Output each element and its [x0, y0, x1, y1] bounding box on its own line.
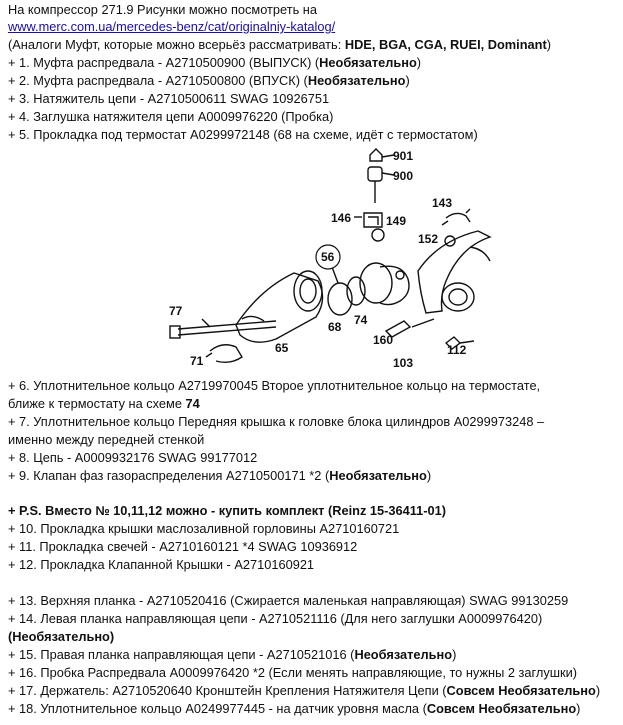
- label-65: 65: [275, 341, 289, 355]
- list-item: + 13. Верхняя планка - A2710520416 (Сжирается маленькая направляющая) SWAG 99130259: [8, 593, 569, 608]
- list-item: + 17. Держатель: A2710520640 Кронштейн Крепления Натяжителя Цепи (Совсем Необязательно): [8, 683, 601, 698]
- list-item: + 8. Цепь - A0009932176 SWAG 99177012: [8, 450, 258, 465]
- analogs-note: (Аналоги Муфт, которые можно всерьёз рассматривать: HDE, BGA, CGA, RUEI, Dominant): [8, 37, 552, 52]
- list-item: + 10. Прокладка крышки маслозаливной горловины A2710160721: [8, 521, 400, 536]
- label-77: 77: [169, 304, 183, 318]
- list-item-cont: именно между передней стенкой: [8, 432, 205, 447]
- label-901: 901: [393, 149, 414, 163]
- list-item: + 7. Уплотнительное кольцо Передняя крышка к головке блока цилиндров A0299973248 –: [8, 414, 545, 429]
- list-item: + 3. Натяжитель цепи - A2710500611 SWAG 10926751: [8, 91, 330, 106]
- parts-diagram: [150, 143, 494, 373]
- label-74: 74: [354, 313, 368, 327]
- list-item: + 4. Заглушка натяжителя цепи A0009976220 (Пробка): [8, 109, 334, 124]
- list-item: + 6. Уплотнительное кольцо A2719970045 Второе уплотнительное кольцо на термостате,: [8, 378, 541, 393]
- label-149: 149: [386, 214, 407, 228]
- list-item: + 2. Муфта распредвала - A2710500800 (ВПУСК) (Необязательно): [8, 73, 410, 88]
- label-71: 71: [190, 354, 204, 368]
- label-56: 56: [321, 250, 335, 264]
- list-item: + 5. Прокладка под термостат A0299972148 (68 на схеме, идёт с термостатом): [8, 127, 478, 142]
- list-item: + 9. Клапан фаз газораспределения A2710500171 *2 (Необязательно): [8, 468, 432, 483]
- list-item: + 11. Прокладка свечей - A2710160121 *4 SWAG 10936912: [8, 539, 358, 554]
- list-item: + 16. Пробка Распредвала A0009976420 *2 (Если менять направляющие, то нужны 2 заглушки): [8, 665, 578, 680]
- list-item-cont: ближе к термостату на схеме 74: [8, 396, 200, 411]
- sensor-body: [368, 167, 382, 181]
- catalog-link[interactable]: www.merc.com.ua/mercedes-benz/cat/originalniy-katalog/: [8, 19, 336, 34]
- list-item-cont: (Необязательно): [8, 629, 115, 644]
- ps-note: + P.S. Вместо № 10,11,12 можно - купить комплект (Reinz 15-36411-01): [8, 503, 447, 518]
- label-68: 68: [328, 320, 342, 334]
- label-160: 160: [373, 333, 394, 347]
- list-item: + 12. Прокладка Клапанной Крышки - A2710160921: [8, 557, 315, 572]
- label-146: 146: [331, 211, 352, 225]
- label-143: 143: [432, 196, 453, 210]
- list-item: + 15. Правая планка направляющая цепи - A2710521016 (Необязательно): [8, 647, 457, 662]
- label-103: 103: [393, 356, 414, 370]
- intro-text: На компрессор 271.9 Рисунки можно посмотреть на: [8, 2, 317, 17]
- list-item: + 18. Уплотнительное кольцо A0249977445 - на датчик уровня масла (Совсем Необязательно): [8, 701, 581, 716]
- label-900: 900: [393, 169, 414, 183]
- list-item: + 1. Муфта распредвала - A2710500900 (ВЫПУСК) (Необязательно): [8, 55, 422, 70]
- list-item: + 14. Левая планка направляющая цепи - A2710521116 (Для него заглушки A0009976420): [8, 611, 543, 626]
- sensor-cap: [370, 149, 382, 161]
- label-152: 152: [418, 232, 439, 246]
- label-112: 112: [447, 343, 467, 357]
